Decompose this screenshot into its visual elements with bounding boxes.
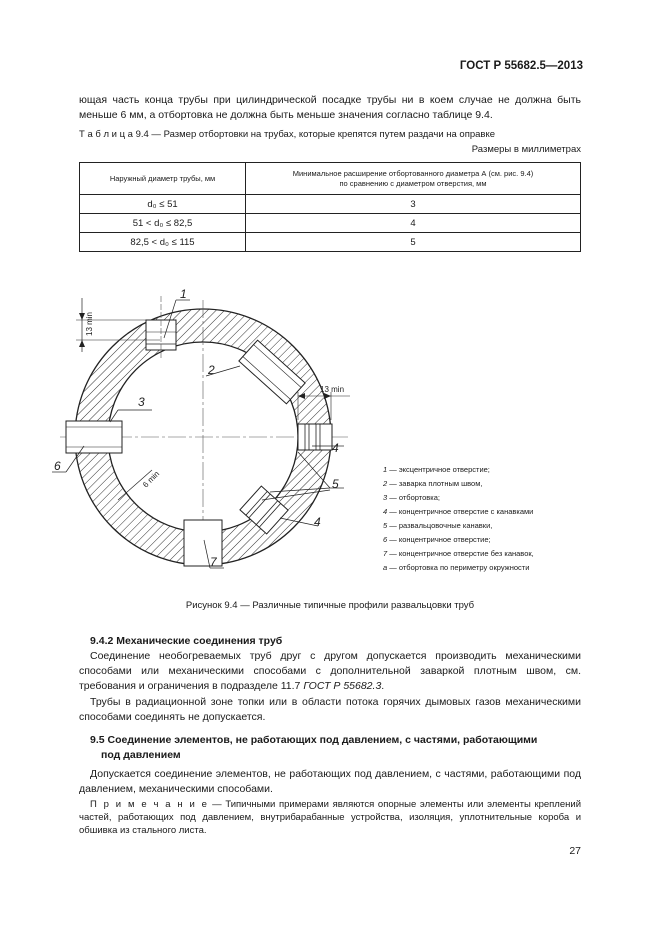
document-number: ГОСТ Р 55682.5—2013 [459, 60, 583, 72]
section-942-heading: 9.4.2 Механические соединения труб [90, 635, 283, 647]
callout-5: 5 [332, 477, 339, 491]
gost-reference: ГОСТ Р 55682.3 [303, 680, 382, 692]
intro-paragraph: ющая часть конца трубы при цилиндрической посадке трубы ни в коем случае не должна быть меньше 6 мм, а отбортовка не должна быть меньше значения согласно таблице 9.4. [79, 94, 581, 121]
table-header-row [80, 163, 581, 195]
legend-item: 2 — заварка плотным швом, [383, 479, 483, 488]
legend-item: a — отбортовка по периметру окружности [383, 563, 530, 572]
legend-item: 5 — развальцовочные канавки, [383, 521, 493, 530]
table-row [80, 233, 581, 252]
table-header-diameter: Наружный диаметр трубы, мм [80, 163, 246, 195]
callout-6: 6 [54, 459, 61, 473]
flaring-table [79, 162, 581, 252]
callout-1: 1 [180, 287, 187, 301]
table-caption [79, 129, 581, 140]
table-header-line2: по сравнению с диаметром отверстия, мм [339, 178, 487, 188]
table-caption-text: — Размер отбортовки на трубах, которые крепятся путем раздачи на оправке [148, 129, 496, 140]
figure-caption: Рисунок 9.4 — Различные типичные профили развальцовки труб [185, 600, 475, 611]
callout-7: 7 [210, 555, 217, 569]
legend-item: 6 — концентричное отверстие; [383, 535, 491, 544]
table-units: Размеры в миллиметрах [471, 144, 581, 155]
callout-2: 2 [208, 363, 215, 377]
table-header-min-expansion [246, 163, 581, 195]
dim-13min-top: 13 min [85, 311, 94, 336]
note-label: П р и м е ч а н и е [90, 799, 209, 810]
table-cell-diameter: 82,5 < d₀ ≤ 115 [80, 233, 246, 252]
tube-flaring-figure [40, 280, 380, 580]
hole-6-tube [66, 421, 122, 453]
table-cell-min: 5 [246, 233, 581, 252]
callout-3: 3 [138, 395, 145, 409]
legend-item: 3 — отбортовка; [383, 493, 440, 502]
figure-legend [383, 463, 534, 575]
table-cell-diameter: d₀ ≤ 51 [80, 195, 246, 214]
callout-4-right: 4 [332, 441, 339, 455]
dim-13min-right: 13 min [320, 385, 345, 394]
section-95-para: Допускается соединение элементов, не работающих под давлением, с частями, работающими под давлением, механическими способами. [79, 768, 581, 795]
legend-item: 1 — эксцентричное отверстие; [383, 465, 490, 474]
dim-6min: 6 min [141, 469, 162, 490]
table-cell-min: 3 [246, 195, 581, 214]
legend-item: 7 — концентричное отверстие без канавок, [383, 549, 534, 558]
table-cell-diameter: 51 < d₀ ≤ 82,5 [80, 214, 246, 233]
table-row [80, 195, 581, 214]
section-942-para1: Соединение необогреваемых труб друг с другом допускается производить механическими способами или механическими способами с дополнительной заваркой плотным швом, см. требования и ограничения в подразделе 11.7 ГОСТ Р 55682.3. [79, 650, 581, 692]
table-cell-min: 4 [246, 214, 581, 233]
table-header-line1: Минимальное расширение отбортованного диаметра А (см. рис. 9.4) [292, 168, 534, 178]
note: П р и м е ч а н и е — Типичными примерами являются опорные элементы или элементы креплений частей, работающих под давлением, внутрибарабанные устройства, изоляция, уплотнительные короба и обшивка из стального листа. [79, 799, 581, 836]
callout-4-lower: 4 [314, 515, 321, 529]
page-number: 27 [569, 845, 581, 857]
table-row [80, 214, 581, 233]
section-942-para2: Трубы в радиационной зоне топки или в области потока горячих дымовых газов механическими способами соединять не допускается. [79, 696, 581, 723]
table-caption-prefix: Т а б л и ц а 9.4 [79, 129, 149, 140]
legend-item: 4 — концентричное отверстие с канавками [383, 507, 534, 516]
section-95-heading: 9.5 Соединение элементов, не работающих под давлением, с частями, работающими под давлением [90, 734, 538, 761]
